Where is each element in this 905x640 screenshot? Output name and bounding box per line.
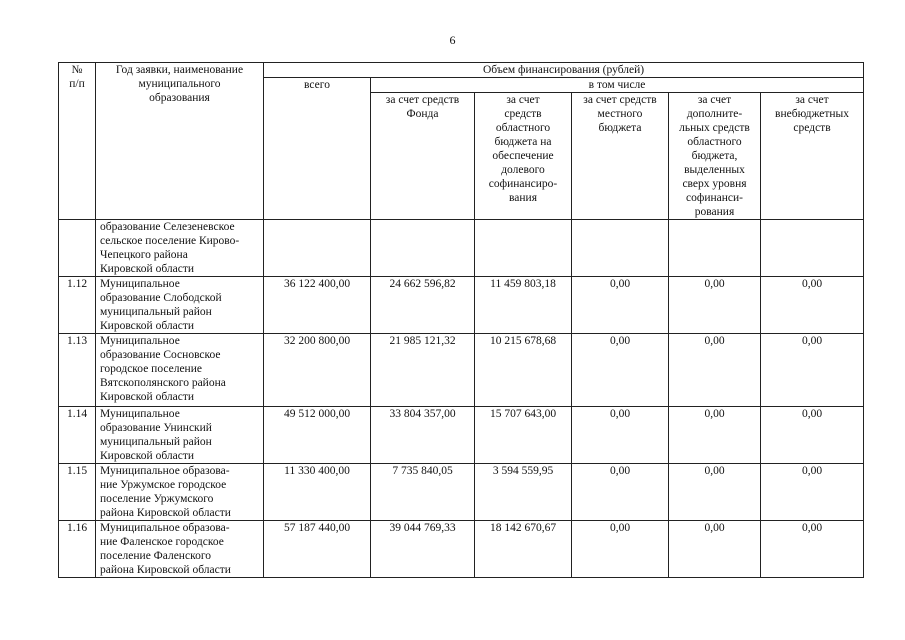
cell-num <box>59 220 96 277</box>
cell-regional: 11 459 803,18 <box>475 277 572 334</box>
cell-fund: 33 804 357,00 <box>371 407 475 464</box>
cell-fund: 39 044 769,33 <box>371 521 475 578</box>
cell-total: 11 330 400,00 <box>264 464 371 521</box>
cell-additional: 0,00 <box>669 464 761 521</box>
header-fund: за счет средств Фонда <box>371 93 475 220</box>
header-local: за счет средств местного бюджета <box>572 93 669 220</box>
header-num: № п/п <box>59 63 96 220</box>
cell-local: 0,00 <box>572 334 669 407</box>
financing-table <box>58 62 864 578</box>
cell-num: 1.14 <box>59 407 96 464</box>
cell-name: Муниципальное образование Унинский муниципальный район Кировской области <box>96 407 264 464</box>
cell-fund: 21 985 121,32 <box>371 334 475 407</box>
cell-regional: 18 142 670,67 <box>475 521 572 578</box>
page-number: 6 <box>449 33 456 47</box>
header-name: Год заявки, наименование муниципального образования <box>96 63 264 220</box>
cell-extrabudget: 0,00 <box>761 277 864 334</box>
cell-num: 1.16 <box>59 521 96 578</box>
cell-additional: 0,00 <box>669 277 761 334</box>
cell-regional: 15 707 643,00 <box>475 407 572 464</box>
cell-additional: 0,00 <box>669 334 761 407</box>
header-total: всего <box>264 78 371 220</box>
cell-extrabudget: 0,00 <box>761 521 864 578</box>
cell-regional: 10 215 678,68 <box>475 334 572 407</box>
table-row <box>59 277 864 334</box>
cell-num: 1.15 <box>59 464 96 521</box>
cell-name: Муниципальное образова- ние Уржумское городское поселение Уржумского района Кировской области <box>96 464 264 521</box>
header-including: в том числе <box>371 78 864 93</box>
header-extrabudget: за счет внебюджетных средств <box>761 93 864 220</box>
table-row <box>59 464 864 521</box>
cell-num: 1.12 <box>59 277 96 334</box>
table-row <box>59 407 864 464</box>
cell-extrabudget: 0,00 <box>761 464 864 521</box>
cell-local: 0,00 <box>572 277 669 334</box>
table-row <box>59 521 864 578</box>
cell-total: 49 512 000,00 <box>264 407 371 464</box>
cell-additional: 0,00 <box>669 521 761 578</box>
cell-local: 0,00 <box>572 521 669 578</box>
cell-total: 36 122 400,00 <box>264 277 371 334</box>
cell-name: Муниципальное образование Слободской муниципальный район Кировской области <box>96 277 264 334</box>
cell-additional: 0,00 <box>669 407 761 464</box>
header-additional: за счет дополните- льных средств областного бюджета, выделенных сверх уровня софинанси- рования <box>669 93 761 220</box>
cell-name: Муниципальное образова- ние Фаленское городское поселение Фаленского района Кировской области <box>96 521 264 578</box>
cell-fund: 7 735 840,05 <box>371 464 475 521</box>
cell-name: образование Селезеневское сельское поселение Кирово- Чепецкого района Кировской области <box>96 220 264 277</box>
header-funding: Объем финансирования (рублей) <box>264 63 864 78</box>
cell-name: Муниципальное образование Сосновское городское поселение Вятскополянского района Кировской области <box>96 334 264 407</box>
cell-total: 32 200 800,00 <box>264 334 371 407</box>
cell-fund: 24 662 596,82 <box>371 277 475 334</box>
header-regional: за счет средств областного бюджета на обеспечение долевого софинансиро- вания <box>475 93 572 220</box>
cell-total: 57 187 440,00 <box>264 521 371 578</box>
cell-local: 0,00 <box>572 407 669 464</box>
cell-num: 1.13 <box>59 334 96 407</box>
cell-regional: 3 594 559,95 <box>475 464 572 521</box>
cell-extrabudget: 0,00 <box>761 407 864 464</box>
table-row <box>59 334 864 407</box>
cell-local: 0,00 <box>572 464 669 521</box>
cell-extrabudget: 0,00 <box>761 334 864 407</box>
table-row-continuation <box>59 220 864 277</box>
